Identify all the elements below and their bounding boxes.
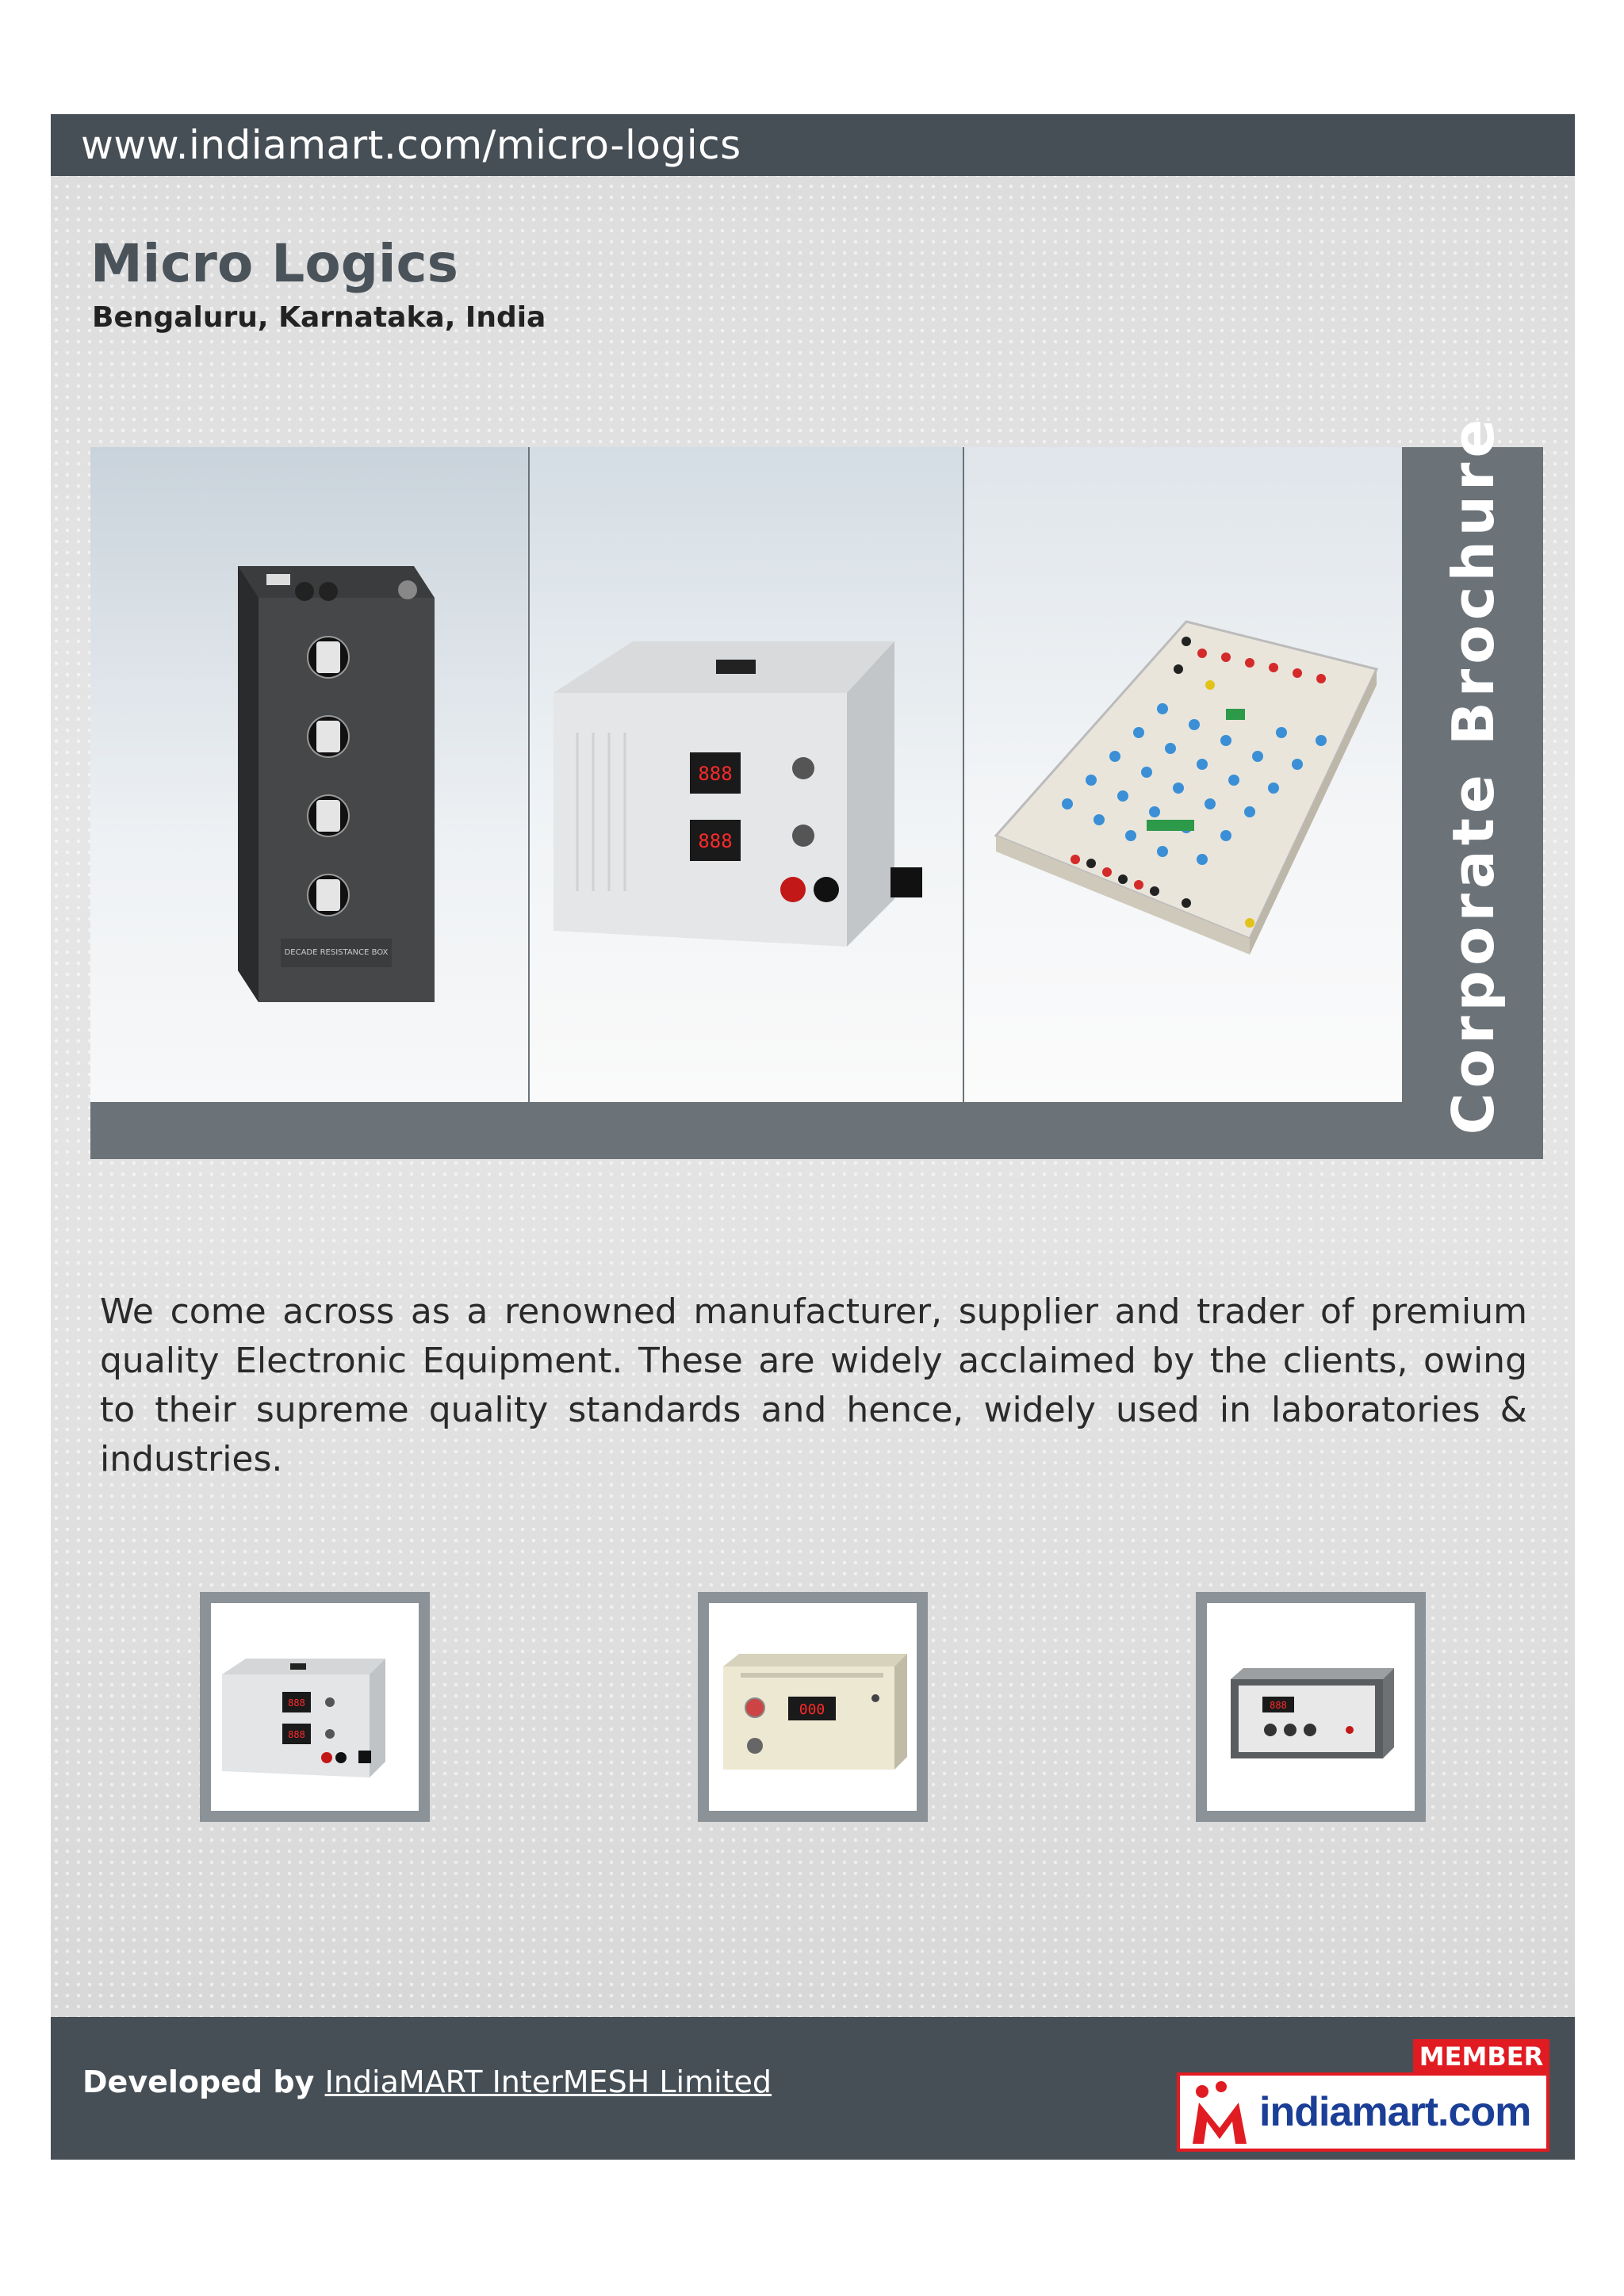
developed-by-text [82,2064,772,2099]
product-thumbnail-3[interactable] [1196,1592,1426,1822]
svg-text:000: 000 [799,1701,825,1718]
svg-text:888: 888 [1270,1700,1287,1711]
indiamart-logo[interactable] [1177,2072,1549,2152]
company-name: Micro Logics [90,233,458,294]
footer-bar [51,2017,1575,2160]
banner-side-label [1404,414,1543,1135]
intro-paragraph: We come across as a renowned manufacturer, supplier and trader of premium quality Electronic Equipment. These are widely acclaimed by the clients, owing to their supreme quality standards and hence, widely used in laboratories & industries. [100,1292,1527,1479]
brochure-page [51,114,1575,2160]
indiamart-logo-text: indiamart.com [1259,2089,1531,2135]
product-image-resistance-box [90,447,528,1102]
indiamart-m-icon [1189,2080,1251,2147]
developed-by-label: Developed by [82,2064,315,2099]
svg-text:888: 888 [288,1729,305,1740]
developer-link[interactable]: IndiaMART InterMESH Limited [324,2064,772,2099]
header-bar [51,114,1575,176]
product-image-trainer-kit [964,447,1402,1102]
header-url-link[interactable]: www.indiamart.com/micro-logics [81,122,741,168]
svg-text:DECADE RESISTANCE BOX: DECADE RESISTANCE BOX [284,948,389,957]
company-location: Bengaluru, Karnataka, India [92,301,546,334]
corporate-brochure-label: Corporate Brochure [1440,414,1507,1135]
banner [90,414,1543,1159]
product-image-power-supply [530,447,963,1102]
member-badge: MEMBER [1413,2039,1549,2074]
svg-text:888: 888 [698,830,733,852]
svg-text:888: 888 [698,763,733,785]
svg-text:888: 888 [288,1697,305,1709]
product-thumbnail-2[interactable] [698,1592,928,1822]
product-thumbnail-1[interactable] [200,1592,430,1822]
